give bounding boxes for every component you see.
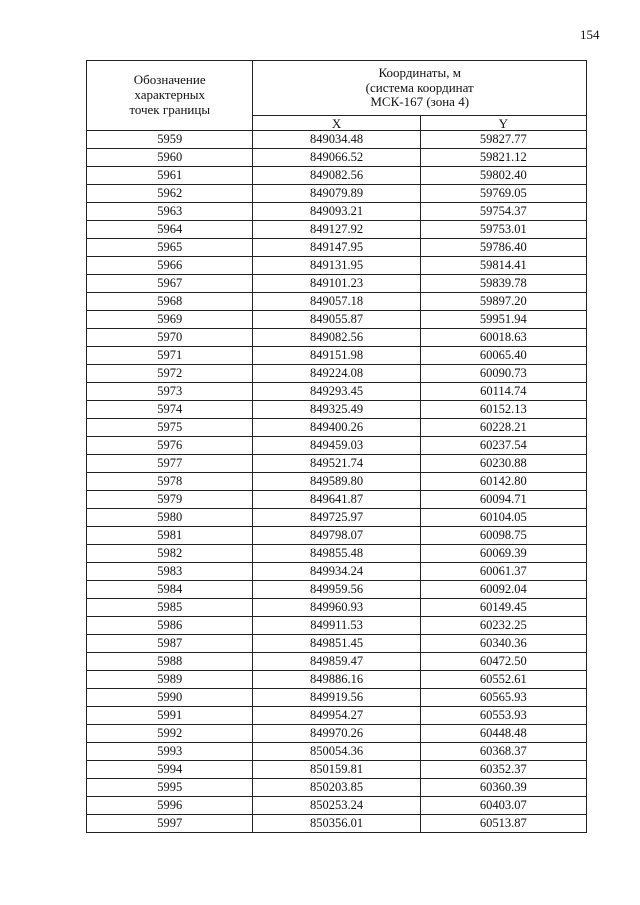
y-coordinate-cell: 60403.07 (420, 797, 586, 815)
y-coordinate-cell: 60340.36 (420, 635, 586, 653)
table-row (87, 239, 587, 257)
x-coordinate-cell: 849325.49 (253, 401, 420, 419)
table-row (87, 653, 587, 671)
coords-header-line: МСК-167 (зона 4) (370, 94, 470, 110)
y-coordinate-cell: 59897.20 (420, 293, 586, 311)
table-row (87, 383, 587, 401)
x-coordinate-cell: 849919.56 (253, 689, 420, 707)
table-row (87, 473, 587, 491)
point-cell: 5988 (87, 653, 253, 671)
table-body (87, 131, 587, 833)
y-coordinate-cell: 60368.37 (420, 743, 586, 761)
point-cell: 5997 (87, 815, 253, 833)
point-cell: 5991 (87, 707, 253, 725)
x-coordinate-cell: 849093.21 (253, 203, 420, 221)
y-coordinate-cell: 59814.41 (420, 257, 586, 275)
point-cell: 5961 (87, 167, 253, 185)
x-coordinate-cell: 849589.80 (253, 473, 420, 491)
x-coordinate-cell: 849641.87 (253, 491, 420, 509)
y-coordinate-cell: 59839.78 (420, 275, 586, 293)
y-coordinate-cell: 60352.37 (420, 761, 586, 779)
table-row (87, 761, 587, 779)
point-cell: 5987 (87, 635, 253, 653)
table-row (87, 131, 587, 149)
x-coordinate-cell: 849970.26 (253, 725, 420, 743)
point-cell: 5972 (87, 365, 253, 383)
point-cell: 5978 (87, 473, 253, 491)
y-coordinate-cell: 60098.75 (420, 527, 586, 545)
x-coordinate-cell: 849886.16 (253, 671, 420, 689)
y-coordinate-cell: 60114.74 (420, 383, 586, 401)
point-header-line: точек границы (129, 101, 211, 117)
table-row (87, 293, 587, 311)
y-coordinate-cell: 60513.87 (420, 815, 586, 833)
y-coordinate-cell: 60228.21 (420, 419, 586, 437)
point-cell: 5965 (87, 239, 253, 257)
x-coordinate-cell: 849954.27 (253, 707, 420, 725)
x-coordinate-cell: 849151.98 (253, 347, 420, 365)
y-coordinate-cell: 60565.93 (420, 689, 586, 707)
point-cell: 5990 (87, 689, 253, 707)
table-row (87, 815, 587, 833)
point-cell: 5975 (87, 419, 253, 437)
table-row (87, 347, 587, 365)
x-coordinate-cell: 849127.92 (253, 221, 420, 239)
point-cell: 5984 (87, 581, 253, 599)
y-coordinate-cell: 60104.05 (420, 509, 586, 527)
coordinates-header (253, 61, 587, 116)
x-coordinate-cell: 849055.87 (253, 311, 420, 329)
y-coordinate-cell: 60094.71 (420, 491, 586, 509)
x-coordinate-cell: 849859.47 (253, 653, 420, 671)
point-cell: 5992 (87, 725, 253, 743)
y-coordinate-cell: 59821.12 (420, 149, 586, 167)
x-coordinate-cell: 850253.24 (253, 797, 420, 815)
y-coordinate-cell: 60472.50 (420, 653, 586, 671)
point-cell: 5970 (87, 329, 253, 347)
y-coordinate-cell: 59753.01 (420, 221, 586, 239)
y-coordinate-cell: 59754.37 (420, 203, 586, 221)
y-coordinate-cell: 60552.61 (420, 671, 586, 689)
point-cell: 5959 (87, 131, 253, 149)
x-coordinate-cell: 850356.01 (253, 815, 420, 833)
point-cell: 5986 (87, 617, 253, 635)
x-coordinate-cell: 849459.03 (253, 437, 420, 455)
table-header-row (87, 61, 587, 116)
table-row (87, 401, 587, 419)
table-row (87, 797, 587, 815)
point-cell: 5964 (87, 221, 253, 239)
x-coordinate-cell: 849725.97 (253, 509, 420, 527)
x-coordinate-cell: 849851.45 (253, 635, 420, 653)
y-coordinate-cell: 60230.88 (420, 455, 586, 473)
x-coordinate-cell: 849293.45 (253, 383, 420, 401)
table-row (87, 545, 587, 563)
y-coordinate-cell: 60092.04 (420, 581, 586, 599)
coords-header-line: (система координат (365, 79, 474, 95)
table-row (87, 581, 587, 599)
point-header-line: Обозначение (133, 72, 206, 88)
point-cell: 5977 (87, 455, 253, 473)
x-coordinate-cell: 849079.89 (253, 185, 420, 203)
table-row (87, 275, 587, 293)
x-coordinate-cell: 849911.53 (253, 617, 420, 635)
table-row (87, 779, 587, 797)
table-row (87, 563, 587, 581)
point-cell: 5979 (87, 491, 253, 509)
point-cell: 5993 (87, 743, 253, 761)
point-header-line: характерных (134, 87, 206, 103)
x-coordinate-cell: 849034.48 (253, 131, 420, 149)
table-row (87, 311, 587, 329)
y-coordinate-cell: 59786.40 (420, 239, 586, 257)
y-coordinate-cell: 60152.13 (420, 401, 586, 419)
table-row (87, 221, 587, 239)
x-coordinate-cell: 849082.56 (253, 167, 420, 185)
point-cell: 5960 (87, 149, 253, 167)
table-row (87, 707, 587, 725)
table-row (87, 167, 587, 185)
x-coordinate-cell: 849082.56 (253, 329, 420, 347)
y-column-header: Y (420, 116, 586, 131)
point-cell: 5985 (87, 599, 253, 617)
point-cell: 5966 (87, 257, 253, 275)
x-coordinate-cell: 849855.48 (253, 545, 420, 563)
x-coordinate-cell: 849934.24 (253, 563, 420, 581)
point-cell: 5981 (87, 527, 253, 545)
table-row (87, 599, 587, 617)
y-coordinate-cell: 59827.77 (420, 131, 586, 149)
coords-header-line: Координаты, м (378, 64, 461, 80)
y-coordinate-cell: 60448.48 (420, 725, 586, 743)
table-row (87, 509, 587, 527)
x-coordinate-cell: 849066.52 (253, 149, 420, 167)
point-cell: 5996 (87, 797, 253, 815)
point-cell: 5994 (87, 761, 253, 779)
table-row (87, 725, 587, 743)
x-coordinate-cell: 850054.36 (253, 743, 420, 761)
coordinates-table (86, 60, 587, 833)
y-coordinate-cell: 60360.39 (420, 779, 586, 797)
table-row (87, 185, 587, 203)
x-coordinate-cell: 850159.81 (253, 761, 420, 779)
y-coordinate-cell: 59951.94 (420, 311, 586, 329)
x-coordinate-cell: 849147.95 (253, 239, 420, 257)
y-coordinate-cell: 60149.45 (420, 599, 586, 617)
y-coordinate-cell: 60018.63 (420, 329, 586, 347)
table-row (87, 671, 587, 689)
point-cell: 5963 (87, 203, 253, 221)
point-cell: 5976 (87, 437, 253, 455)
point-cell: 5973 (87, 383, 253, 401)
point-cell: 5982 (87, 545, 253, 563)
point-cell: 5980 (87, 509, 253, 527)
y-coordinate-cell: 60237.54 (420, 437, 586, 455)
y-coordinate-cell: 59769.05 (420, 185, 586, 203)
point-cell: 5983 (87, 563, 253, 581)
x-coordinate-cell: 849224.08 (253, 365, 420, 383)
table-row (87, 491, 587, 509)
point-cell: 5995 (87, 779, 253, 797)
table-row (87, 527, 587, 545)
page-number: 154 (580, 27, 600, 42)
table-row (87, 743, 587, 761)
table-row (87, 257, 587, 275)
y-coordinate-cell: 60069.39 (420, 545, 586, 563)
point-cell: 5969 (87, 311, 253, 329)
y-coordinate-cell: 59802.40 (420, 167, 586, 185)
x-coordinate-cell: 850203.85 (253, 779, 420, 797)
table-row (87, 689, 587, 707)
point-designation-header (87, 61, 253, 131)
table-row (87, 635, 587, 653)
table-row (87, 203, 587, 221)
x-coordinate-cell: 849960.93 (253, 599, 420, 617)
x-coordinate-cell: 849131.95 (253, 257, 420, 275)
y-coordinate-cell: 60065.40 (420, 347, 586, 365)
point-cell: 5967 (87, 275, 253, 293)
point-cell: 5962 (87, 185, 253, 203)
y-coordinate-cell: 60142.80 (420, 473, 586, 491)
table-row (87, 149, 587, 167)
table-row (87, 617, 587, 635)
x-coordinate-cell: 849521.74 (253, 455, 420, 473)
x-coordinate-cell: 849798.07 (253, 527, 420, 545)
table-row (87, 329, 587, 347)
y-coordinate-cell: 60232.25 (420, 617, 586, 635)
x-column-header: X (253, 116, 420, 131)
y-coordinate-cell: 60553.93 (420, 707, 586, 725)
point-cell: 5989 (87, 671, 253, 689)
x-coordinate-cell: 849101.23 (253, 275, 420, 293)
table-row (87, 419, 587, 437)
table-row (87, 437, 587, 455)
x-coordinate-cell: 849400.26 (253, 419, 420, 437)
x-coordinate-cell: 849057.18 (253, 293, 420, 311)
y-coordinate-cell: 60061.37 (420, 563, 586, 581)
table-row (87, 365, 587, 383)
point-cell: 5974 (87, 401, 253, 419)
x-coordinate-cell: 849959.56 (253, 581, 420, 599)
point-cell: 5968 (87, 293, 253, 311)
y-coordinate-cell: 60090.73 (420, 365, 586, 383)
table-row (87, 455, 587, 473)
point-cell: 5971 (87, 347, 253, 365)
